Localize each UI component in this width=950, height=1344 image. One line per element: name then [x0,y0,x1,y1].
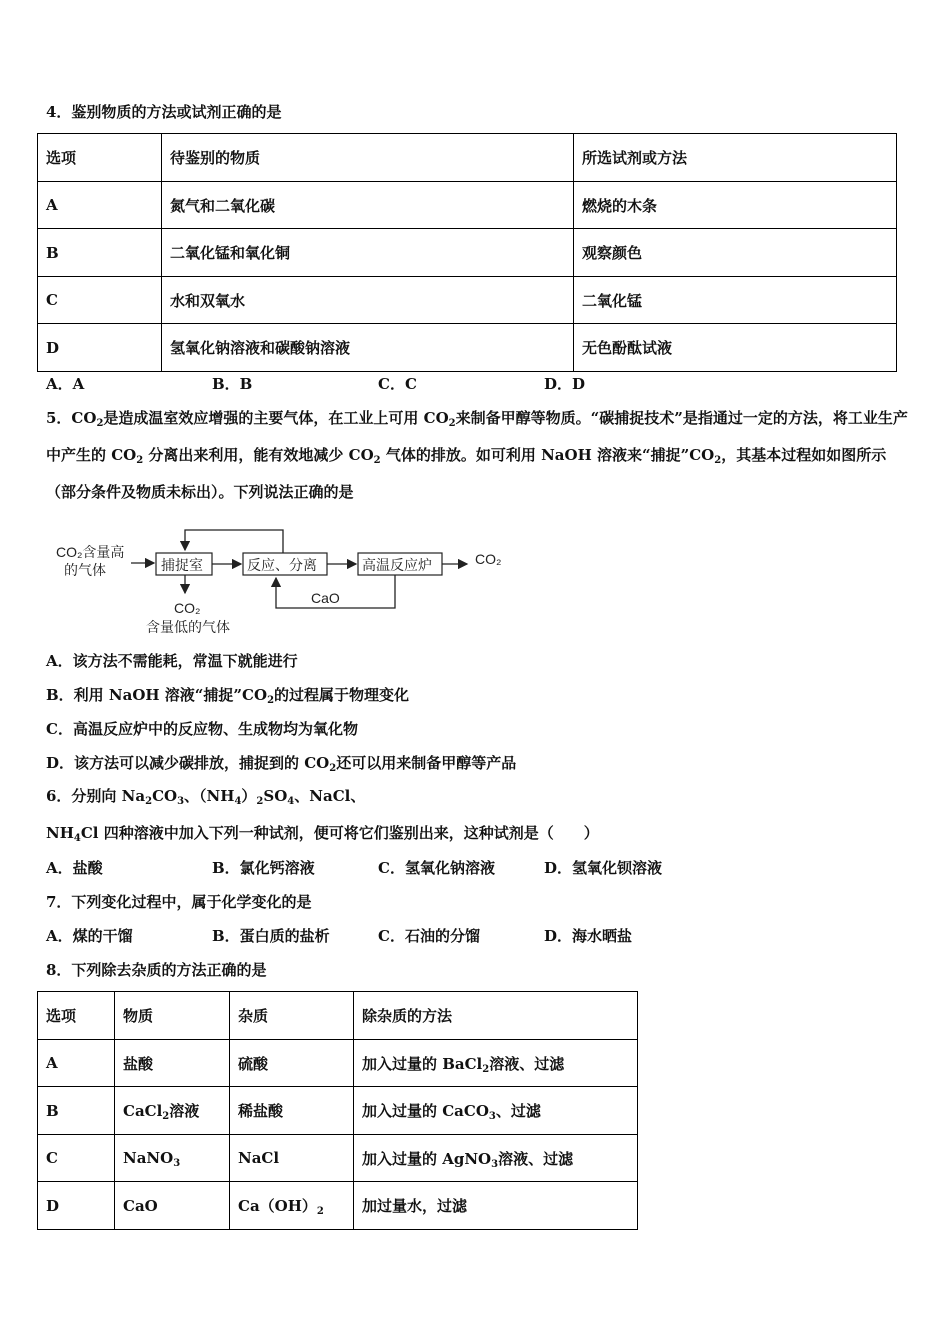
table-row [38,229,897,277]
q4-table [37,133,897,372]
table-cell: 加入过量的 BaCl$_2$溶液、过滤 [354,1040,638,1087]
table-cell: 观察颜色 [574,229,897,277]
table-cell: 氮气和二氧化碳 [162,182,574,229]
table-row [38,1040,638,1087]
table-cell: 二氧化锰 [574,277,897,324]
header-cell: 选项 [38,992,115,1040]
table-row [38,182,897,229]
q5-stem: 5．$CO_2$是造成温室效应增强的主要气体，在工业上可用 $CO_2$来制备甲醇等物质。“碳捕捉技术”是指通过一定的方法，将工业生产中产生的 $CO_2$ 分离出来利用，能有效地减少 $CO_2$ 气体的排放。如可利用 NaOH 溶液来“捕捉$”CO_2$，其基本过程如如图所示（部分条件及物质未标出）。下列说法正确的是 [46,409,908,501]
header-cell: 除杂质的方法 [354,992,638,1040]
option-d[interactable]: D．氢氧化钡溶液 [544,859,663,877]
table-cell: 氢氧化钠溶液和碳酸钠溶液 [162,324,574,372]
table-cell: B [38,1087,115,1135]
q5-option-a[interactable]: A．该方法不需能耗，常温下就能进行 [46,652,298,670]
table-cell: 二氧化锰和氧化铜 [162,229,574,277]
q5-option-d[interactable]: D．该方法可以减少碳排放，捕捉到的 $CO_2$还可以用来制备甲醇等产品 [46,754,517,774]
table-cell: 稀盐酸 [230,1087,354,1135]
low-gas-label-1: CO₂ [174,600,201,616]
q5-option-c[interactable]: C．高温反应炉中的反应物、生成物均为氧化物 [46,720,358,738]
cao-label: CaO [311,590,340,606]
option-d[interactable]: D．海水晒盐 [544,927,633,945]
option-a[interactable]: A．煤的干馏 [46,927,133,945]
table-cell: 加入过量的 CaCO$_3$、过滤 [354,1087,638,1135]
q4-options [46,374,710,394]
table-cell: D [38,1182,115,1230]
output-co2-label: CO₂ [475,551,502,567]
header-cell: 杂质 [230,992,354,1040]
table-cell: $Ca(OH)_2$ [230,1182,354,1230]
option-d[interactable]: D．D [544,375,586,393]
table-cell: 盐酸 [115,1040,230,1087]
q7-options [46,926,710,946]
capture-chamber-label: 捕捉室 [161,557,203,573]
table-cell: 加入过量的 AgNO$_3$溶液、过滤 [354,1135,638,1182]
table-cell: C [38,277,162,324]
q6-stem: 6．分别向 $Na_2CO_3$、$(NH_4)_2SO_4$、NaCl、$NH_4Cl$ 四种溶液中加入下列一种试剂，便可将它们鉴别出来，这种试剂是（ ） [46,787,599,844]
option-b[interactable]: B．氯化钙溶液 [212,859,315,877]
table-cell: 加过量水，过滤 [354,1182,638,1230]
option-c[interactable]: C．石油的分馏 [378,927,480,945]
process-diagram [54,520,514,640]
table-row [38,1182,638,1230]
recycle-arrow-top [185,530,283,553]
input-gas-label-1: CO₂含量高 [56,544,125,560]
q8-stem: 8．下列除去杂质的方法正确的是 [46,961,267,979]
table-cell: 无色酚酞试液 [574,324,897,372]
table-cell: CaCl$_2$溶液 [115,1087,230,1135]
option-b[interactable]: B．B [212,375,253,393]
table-row [38,324,897,372]
table-row [38,1087,638,1135]
table-cell: D [38,324,162,372]
table-cell: NaNO$_3$ [115,1135,230,1182]
table-cell: 燃烧的木条 [574,182,897,229]
header-cell: 选项 [38,134,162,182]
option-c[interactable]: C．氢氧化钠溶液 [378,859,495,877]
header-cell: 所选试剂或方法 [574,134,897,182]
table-row [38,1135,638,1182]
header-cell: 物质 [115,992,230,1040]
table-header-row [38,992,638,1040]
table-row [38,277,897,324]
option-c[interactable]: C．C [378,375,417,393]
low-gas-label-2: 含量低的气体 [146,619,230,635]
table-cell: 硫酸 [230,1040,354,1087]
q6-options [46,858,710,878]
input-gas-label-2: 的气体 [64,562,106,578]
q8-table [37,991,638,1230]
furnace-label: 高温反应炉 [362,557,432,573]
table-cell: A [38,1040,115,1087]
q5-option-b[interactable]: B．利用 NaOH 溶液“捕捉$”CO_2$的过程属于物理变化 [46,686,410,706]
header-cell: 待鉴别的物质 [162,134,574,182]
q4-stem: 4．鉴别物质的方法或试剂正确的是 [46,103,282,121]
table-cell: B [38,229,162,277]
option-b[interactable]: B．蛋白质的盐析 [212,927,330,945]
option-a[interactable]: A．盐酸 [46,859,103,877]
reaction-separation-label: 反应、分离 [247,557,317,573]
table-cell: A [38,182,162,229]
table-header-row [38,134,897,182]
option-a[interactable]: A．A [46,375,85,393]
q7-stem: 7．下列变化过程中，属于化学变化的是 [46,893,312,911]
table-cell: 水和双氧水 [162,277,574,324]
table-cell: CaO [115,1182,230,1230]
table-cell: C [38,1135,115,1182]
table-cell: NaCl [230,1135,354,1182]
